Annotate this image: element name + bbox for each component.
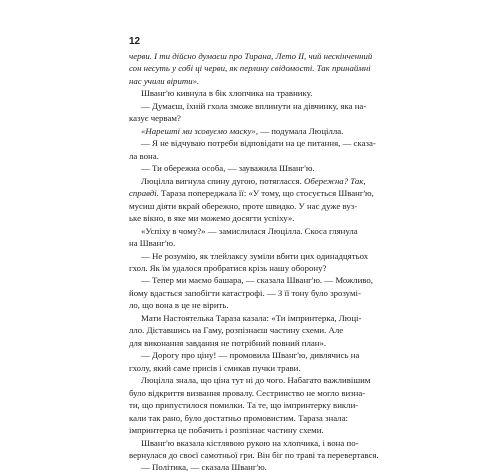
text-line xyxy=(129,112,387,124)
text-line xyxy=(129,162,387,174)
text-line xyxy=(129,200,387,212)
text-line xyxy=(129,374,387,386)
text-run: Обережна? Так, xyxy=(304,175,366,186)
text-run: ти, що припустилося помилки. Та те, що імпринтерку викли- xyxy=(129,400,359,411)
text-line xyxy=(129,212,387,224)
text-run: Тараза попереджала її: «У тому, що стосується Шванг'ю, xyxy=(158,188,374,199)
text-line xyxy=(129,287,387,299)
text-run: кали так рано, було достатньо промовистим. Тараза знала: xyxy=(129,412,348,423)
text-line xyxy=(129,324,387,336)
text-run: ло, що вона в це не вірить. xyxy=(129,300,229,311)
text-run: , — подумала Люцілла. xyxy=(255,125,344,136)
text-line xyxy=(129,50,387,62)
text-run: — Політика, — сказала Шванг'ю. xyxy=(141,462,267,473)
text-line xyxy=(129,299,387,311)
text-line xyxy=(129,262,387,274)
text-line xyxy=(129,362,387,374)
text-run: вернулася до своєї самотньої гри. Він біг по траві та перевертався. xyxy=(129,450,379,460)
text-run: — Дорогу про ціну! — промовила Шванг'ю, дивлячись на xyxy=(141,350,360,361)
page-number: 12 xyxy=(129,36,141,47)
text-run: Мати Настоятелька Тараза казала: «Ти імпринтерка, Люці- xyxy=(141,312,362,323)
text-run: — Не розумію, як тлейлаксу зуміли вбити цих одинадцятьох xyxy=(141,250,369,261)
text-run: казує червам? xyxy=(129,113,181,124)
text-line xyxy=(129,150,387,162)
text-run: сон несуть у собі ці черви, як перлину свідомості. Так принаймні xyxy=(129,63,371,74)
text-line xyxy=(129,125,387,137)
text-run: Шванг'ю вказала кістлявою рукою на хлопчика, і вона по- xyxy=(141,437,359,448)
text-run: ьке вікно, в яке ми можемо досягти успіху». xyxy=(129,213,295,224)
text-run: лло. Діставшись на Гаму, розпізнаєш частину схеми. Але xyxy=(129,325,344,336)
text-line xyxy=(129,412,387,424)
text-run: імпринтерка це побачить і розпізнає частину схеми. xyxy=(129,425,324,436)
text-block xyxy=(129,50,387,474)
text-run: «Успіху в чому?» — замислилася Люцілла. Скоса глянула xyxy=(141,225,358,236)
text-line xyxy=(129,449,387,461)
text-line xyxy=(129,349,387,361)
text-run: Люцілла знала, що ціна тут ні до чого. Набагато важливішим xyxy=(141,375,371,386)
text-run: «Нарешті ми зсовуємо маску» xyxy=(141,125,256,136)
text-run: мусиш діяти вкрай обережно, проте швидко. У нас дуже вуз- xyxy=(129,200,358,211)
text-run: — Думаєш, їхній гхола зможе вплинути на дівчинку, яка на- xyxy=(141,100,367,111)
text-line xyxy=(129,237,387,249)
text-line xyxy=(129,437,387,449)
text-run: було відкриття визвання провалу. Сестринство не могло визна- xyxy=(129,387,366,398)
text-run: йому вдасться запобігти катастрофі. — З її тону було зрозумі- xyxy=(129,287,361,298)
text-run: справді. xyxy=(129,188,159,199)
text-run: Шванг'ю кивнула в бік хлопчика на травнику. xyxy=(141,88,313,99)
text-run: — Тепер ми маємо башара, — сказала Шванг'ю. — Можливо, xyxy=(141,275,373,286)
text-run: для виконання завдання не потрібний повний план». xyxy=(129,337,327,348)
text-run: Люцілла вигнула спину дугою, потягласся. xyxy=(141,175,304,186)
text-run: — Я не відчуваю потреби відповідати на це питання, — сказа- xyxy=(141,138,376,149)
text-line xyxy=(129,225,387,237)
text-line xyxy=(129,187,387,199)
text-run: гхол. Як їм удалося пробратися крізь нашу оборону? xyxy=(129,262,327,273)
text-line xyxy=(129,312,387,324)
text-line xyxy=(129,399,387,411)
text-run: — Ти обережна особа, — зауважила Шванг'ю. xyxy=(141,163,315,174)
text-run: ла вона. xyxy=(129,150,159,161)
text-line xyxy=(129,137,387,149)
text-line xyxy=(129,424,387,436)
text-line xyxy=(129,75,387,87)
text-line xyxy=(129,337,387,349)
text-run: черви. І ти дійсно думаєш про Тирана, Лето II, чий нескінченний xyxy=(129,51,373,61)
text-run: нас учили вірити». xyxy=(129,75,200,86)
text-line xyxy=(129,387,387,399)
text-line xyxy=(129,175,387,187)
text-line xyxy=(129,100,387,112)
text-line xyxy=(129,274,387,286)
text-run: на Шванг'ю. xyxy=(129,238,176,249)
text-line xyxy=(129,461,387,473)
text-line xyxy=(129,250,387,262)
text-line xyxy=(129,87,387,99)
text-line xyxy=(129,62,387,74)
text-run: гхолу, який саме присів і смикав пучки трави. xyxy=(129,362,301,373)
